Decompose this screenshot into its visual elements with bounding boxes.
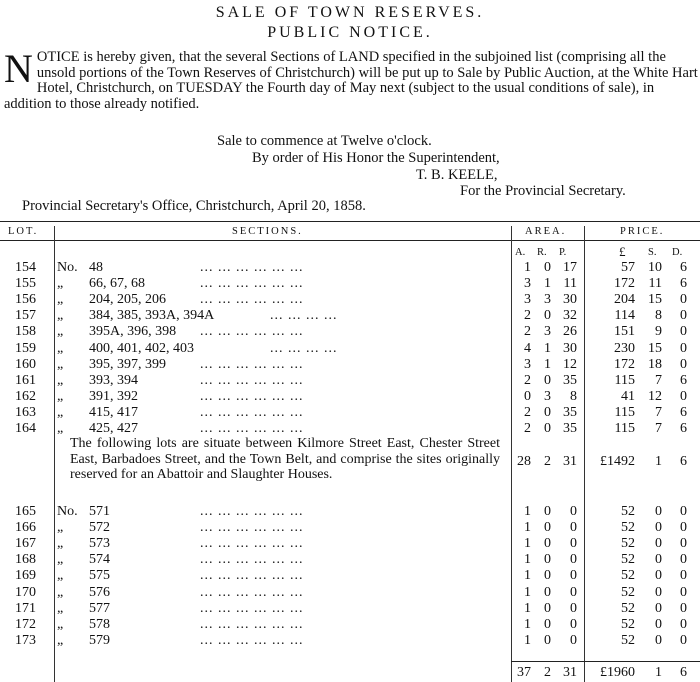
pounds-value: 204 xyxy=(614,292,635,308)
pence-value: 0 xyxy=(680,292,687,308)
roods-value: 0 xyxy=(544,372,551,388)
perches-value: 0 xyxy=(570,568,577,584)
shillings-value: 0 xyxy=(655,584,662,600)
pounds-value: 52 xyxy=(621,504,635,519)
lot-number: 171 xyxy=(15,600,36,616)
section-prefix: „ xyxy=(57,616,64,632)
roods-subheader: R. xyxy=(537,247,547,258)
lot-number: 165 xyxy=(15,504,36,519)
roods-value: 1 xyxy=(544,340,551,356)
acres-value: 0 xyxy=(524,388,531,404)
pence-value: 6 xyxy=(680,372,687,388)
section-prefix: „ xyxy=(57,340,64,356)
section-prefix: „ xyxy=(57,421,64,436)
drop-cap: N xyxy=(4,46,33,91)
roods-value: 3 xyxy=(544,324,551,340)
acres-value: 2 xyxy=(524,308,531,324)
pence-value: 0 xyxy=(680,340,687,356)
lot-number: 168 xyxy=(15,552,36,568)
section-numbers: 579 xyxy=(89,632,110,648)
roods-value: 0 xyxy=(544,584,551,600)
perches-value: 0 xyxy=(570,536,577,552)
shillings-value: 0 xyxy=(655,552,662,568)
shillings-value: 0 xyxy=(655,520,662,536)
notice-text: OTICE is hereby given, that the several Sections of LAND specified in the subjoined list (comprising all the unsold portions of the Town Reserves of Christchurch) will be put up to Sale by Public Auction, at the White Hart Hotel, Christchurch, on TUESDAY the Fourth day of May next (subject to the usual conditions of sale), in addition to those already notified. xyxy=(4,49,698,112)
roods-value: 1 xyxy=(544,276,551,292)
lot-number: 163 xyxy=(15,404,36,420)
lot-header: LOT. xyxy=(8,226,39,237)
roods-value: 0 xyxy=(544,600,551,616)
pence-value: 0 xyxy=(680,324,687,340)
section-prefix: „ xyxy=(57,584,64,600)
shillings-value: 0 xyxy=(655,632,662,648)
shillings-value: 15 xyxy=(648,292,662,308)
section-numbers: 400, 401, 402, 403 xyxy=(89,340,194,356)
section-prefix: „ xyxy=(57,372,64,388)
pence-value: 0 xyxy=(680,356,687,372)
notice-paragraph xyxy=(4,46,698,112)
perches-value: 35 xyxy=(563,421,577,436)
lot-number: 155 xyxy=(15,276,36,292)
section-prefix: „ xyxy=(57,276,64,292)
lot-number: 157 xyxy=(15,308,36,324)
shillings-value: 8 xyxy=(655,308,662,324)
perches-value: 32 xyxy=(563,308,577,324)
section-numbers: 578 xyxy=(89,616,110,632)
pounds-value: 52 xyxy=(621,568,635,584)
section-prefix: „ xyxy=(57,536,64,552)
perches-value: 35 xyxy=(563,404,577,420)
pounds-value: 52 xyxy=(621,632,635,648)
shillings-value: 0 xyxy=(655,504,662,519)
pounds-value: 115 xyxy=(614,421,635,436)
leader-dots: ... ... ... ... ... ... xyxy=(200,600,304,616)
acres-value: 2 xyxy=(524,421,531,436)
subtotal-acres: 28 xyxy=(517,454,531,469)
pounds-subheader: £ xyxy=(619,244,626,259)
leader-dots: ... ... ... ... ... ... xyxy=(200,356,304,372)
subtotal-perches: 31 xyxy=(563,454,577,469)
roods-value: 0 xyxy=(544,568,551,584)
section-prefix: No. xyxy=(57,504,78,519)
section-numbers: 572 xyxy=(89,520,110,536)
pence-value: 0 xyxy=(680,584,687,600)
pounds-value: 52 xyxy=(621,616,635,632)
pounds-value: 172 xyxy=(614,356,635,372)
leader-dots: ... ... ... ... ... ... xyxy=(200,568,304,584)
roods-value: 0 xyxy=(544,536,551,552)
section-prefix: „ xyxy=(57,600,64,616)
shillings-value: 18 xyxy=(648,356,662,372)
lot-number: 154 xyxy=(15,260,36,275)
section-numbers: 574 xyxy=(89,552,110,568)
subtotal-pence: 6 xyxy=(680,454,687,469)
section-prefix: „ xyxy=(57,632,64,648)
for-secretary-line: For the Provincial Secretary. xyxy=(460,183,626,199)
roods-value: 3 xyxy=(544,388,551,404)
perches-value: 0 xyxy=(570,520,577,536)
lot-number: 166 xyxy=(15,520,36,536)
total-shillings: 1 xyxy=(655,665,662,680)
perches-value: 0 xyxy=(570,600,577,616)
section-numbers: 395A, 396, 398 xyxy=(89,324,177,340)
sale-start-line: Sale to commence at Twelve o'clock. xyxy=(217,133,432,149)
pence-value: 0 xyxy=(680,308,687,324)
pence-value: 0 xyxy=(680,600,687,616)
roods-value: 0 xyxy=(544,504,551,519)
perches-value: 35 xyxy=(563,372,577,388)
section-prefix: „ xyxy=(57,520,64,536)
section-numbers: 395, 397, 399 xyxy=(89,356,166,372)
pence-value: 0 xyxy=(680,568,687,584)
pounds-value: 230 xyxy=(614,340,635,356)
pounds-value: 115 xyxy=(614,372,635,388)
sections-header: SECTIONS. xyxy=(232,226,303,237)
pence-value: 0 xyxy=(680,536,687,552)
acres-subheader: A. xyxy=(515,247,526,258)
acres-value: 3 xyxy=(524,356,531,372)
acres-value: 2 xyxy=(524,324,531,340)
lot-number: 161 xyxy=(15,372,36,388)
section-prefix: „ xyxy=(57,324,64,340)
area-header: AREA. xyxy=(525,226,567,237)
total-perches: 31 xyxy=(563,665,577,680)
section-numbers: 48 xyxy=(89,260,103,275)
leader-dots: ... ... ... ... ... ... xyxy=(200,504,304,519)
leader-dots: ... ... ... ... ... ... xyxy=(200,552,304,568)
roods-value: 0 xyxy=(544,260,551,275)
perches-value: 30 xyxy=(563,340,577,356)
roods-value: 1 xyxy=(544,356,551,372)
pounds-value: 115 xyxy=(614,404,635,420)
total-rule xyxy=(511,661,700,662)
leader-dots: ... ... ... ... ... ... xyxy=(200,584,304,600)
signer-name: T. B. KEELE, xyxy=(416,167,498,183)
total-acres: 37 xyxy=(517,665,531,680)
total-pence: 6 xyxy=(680,665,687,680)
acres-value: 1 xyxy=(524,520,531,536)
lot-column-divider xyxy=(54,226,55,682)
roods-value: 0 xyxy=(544,421,551,436)
lot-number: 170 xyxy=(15,584,36,600)
leader-dots: ... ... ... ... ... ... xyxy=(200,404,304,420)
section-numbers: 576 xyxy=(89,584,110,600)
perches-value: 11 xyxy=(563,276,577,292)
leader-dots: ... ... ... ... ... ... xyxy=(200,388,304,404)
acres-value: 1 xyxy=(524,536,531,552)
section-prefix: „ xyxy=(57,356,64,372)
perches-value: 8 xyxy=(570,388,577,404)
leader-dots: ... ... ... ... ... ... xyxy=(200,372,304,388)
lot-number: 167 xyxy=(15,536,36,552)
lot-number: 162 xyxy=(15,388,36,404)
shillings-value: 0 xyxy=(655,600,662,616)
section-numbers: 66, 67, 68 xyxy=(89,276,145,292)
perches-value: 30 xyxy=(563,292,577,308)
leader-dots: ... ... ... ... ... ... xyxy=(200,292,304,308)
pence-value: 0 xyxy=(680,616,687,632)
leader-dots: ... ... ... ... ... ... xyxy=(200,324,304,340)
pounds-value: 172 xyxy=(614,276,635,292)
pounds-value: 114 xyxy=(614,308,635,324)
roods-value: 0 xyxy=(544,552,551,568)
pence-value: 6 xyxy=(680,260,687,275)
pounds-value: 57 xyxy=(621,260,635,275)
table-top-rule xyxy=(0,221,700,222)
section-numbers: 573 xyxy=(89,536,110,552)
subtotal-roods: 2 xyxy=(544,454,551,469)
lot-number: 172 xyxy=(15,616,36,632)
shillings-value: 7 xyxy=(655,372,662,388)
lot-number: 164 xyxy=(15,421,36,436)
pounds-value: 52 xyxy=(621,552,635,568)
leader-dots: ... ... ... ... ... ... xyxy=(200,632,304,648)
leader-dots: ... ... ... ... xyxy=(270,308,338,324)
perches-value: 0 xyxy=(570,584,577,600)
lot-number: 160 xyxy=(15,356,36,372)
pence-value: 6 xyxy=(680,404,687,420)
shillings-subheader: S. xyxy=(648,247,657,258)
acres-value: 1 xyxy=(524,504,531,519)
acres-value: 2 xyxy=(524,372,531,388)
perches-value: 17 xyxy=(563,260,577,275)
section-prefix: „ xyxy=(57,388,64,404)
acres-value: 1 xyxy=(524,552,531,568)
section-numbers: 577 xyxy=(89,600,110,616)
section-numbers: 393, 394 xyxy=(89,372,138,388)
roods-value: 0 xyxy=(544,520,551,536)
perches-value: 0 xyxy=(570,504,577,519)
shillings-value: 0 xyxy=(655,616,662,632)
pounds-value: 41 xyxy=(621,388,635,404)
pounds-value: 52 xyxy=(621,536,635,552)
abattoir-note: The following lots are situate between Kilmore Street East, Chester Street East, Barbadoes Street, and the Town Belt, and comprise the sites originally reserved for an Abattoir and Slaughter Houses. xyxy=(70,436,500,482)
perches-value: 12 xyxy=(563,356,577,372)
section-numbers: 425, 427 xyxy=(89,421,138,436)
pounds-value: 52 xyxy=(621,584,635,600)
shillings-value: 9 xyxy=(655,324,662,340)
acres-value: 3 xyxy=(524,276,531,292)
by-order-line: By order of His Honor the Superintendent, xyxy=(252,150,500,166)
section-prefix: „ xyxy=(57,292,64,308)
acres-value: 2 xyxy=(524,404,531,420)
section-numbers: 571 xyxy=(89,504,110,519)
section-prefix: „ xyxy=(57,552,64,568)
perches-value: 0 xyxy=(570,632,577,648)
perches-value: 0 xyxy=(570,616,577,632)
table-header-rule xyxy=(0,240,700,241)
section-prefix: „ xyxy=(57,404,64,420)
roods-value: 0 xyxy=(544,616,551,632)
perches-subheader: P. xyxy=(559,247,567,258)
acres-value: 1 xyxy=(524,260,531,275)
perches-value: 0 xyxy=(570,552,577,568)
roods-value: 0 xyxy=(544,632,551,648)
pounds-value: 151 xyxy=(614,324,635,340)
lot-number: 169 xyxy=(15,568,36,584)
roods-value: 0 xyxy=(544,308,551,324)
section-prefix: „ xyxy=(57,568,64,584)
lot-number: 158 xyxy=(15,324,36,340)
shillings-value: 15 xyxy=(648,340,662,356)
subtotal-pounds: £1492 xyxy=(600,454,635,469)
leader-dots: ... ... ... ... ... ... xyxy=(200,421,304,436)
shillings-value: 11 xyxy=(648,276,662,292)
lot-number: 159 xyxy=(15,340,36,356)
pence-value: 6 xyxy=(680,276,687,292)
shillings-value: 0 xyxy=(655,536,662,552)
shillings-value: 12 xyxy=(648,388,662,404)
section-prefix: „ xyxy=(57,308,64,324)
shillings-value: 7 xyxy=(655,421,662,436)
leader-dots: ... ... ... ... ... ... xyxy=(200,520,304,536)
notice-subtitle: PUBLIC NOTICE. xyxy=(267,24,433,41)
acres-value: 1 xyxy=(524,584,531,600)
pence-value: 0 xyxy=(680,632,687,648)
leader-dots: ... ... ... ... ... ... xyxy=(200,616,304,632)
pence-value: 0 xyxy=(680,520,687,536)
acres-value: 1 xyxy=(524,600,531,616)
subtotal-shillings: 1 xyxy=(655,454,662,469)
pence-value: 0 xyxy=(680,504,687,519)
leader-dots: ... ... ... ... ... ... xyxy=(200,260,304,275)
section-numbers: 415, 417 xyxy=(89,404,138,420)
shillings-value: 0 xyxy=(655,568,662,584)
perches-value: 26 xyxy=(563,324,577,340)
notice-title: SALE OF TOWN RESERVES. xyxy=(215,4,485,21)
pounds-value: 52 xyxy=(621,600,635,616)
leader-dots: ... ... ... ... ... ... xyxy=(200,536,304,552)
section-prefix: No. xyxy=(57,260,78,275)
lot-number: 156 xyxy=(15,292,36,308)
leader-dots: ... ... ... ... xyxy=(270,340,338,356)
pounds-value: 52 xyxy=(621,520,635,536)
office-date-line: Provincial Secretary's Office, Christchurch, April 20, 1858. xyxy=(22,198,366,214)
leader-dots: ... ... ... ... ... ... xyxy=(200,276,304,292)
shillings-value: 7 xyxy=(655,404,662,420)
total-roods: 2 xyxy=(544,665,551,680)
acres-value: 1 xyxy=(524,568,531,584)
price-header: PRICE. xyxy=(620,226,665,237)
acres-value: 4 xyxy=(524,340,531,356)
pence-value: 0 xyxy=(680,388,687,404)
pence-value: 0 xyxy=(680,552,687,568)
acres-value: 1 xyxy=(524,616,531,632)
section-numbers: 204, 205, 206 xyxy=(89,292,166,308)
roods-value: 0 xyxy=(544,404,551,420)
section-numbers: 575 xyxy=(89,568,110,584)
section-numbers: 384, 385, 393A, 394A xyxy=(89,308,215,324)
roods-value: 3 xyxy=(544,292,551,308)
lot-number: 173 xyxy=(15,632,36,648)
total-pounds: £1960 xyxy=(600,665,635,680)
acres-value: 3 xyxy=(524,292,531,308)
pence-subheader: D. xyxy=(672,247,683,258)
shillings-value: 10 xyxy=(648,260,662,275)
section-numbers: 391, 392 xyxy=(89,388,138,404)
pence-value: 6 xyxy=(680,421,687,436)
acres-value: 1 xyxy=(524,632,531,648)
